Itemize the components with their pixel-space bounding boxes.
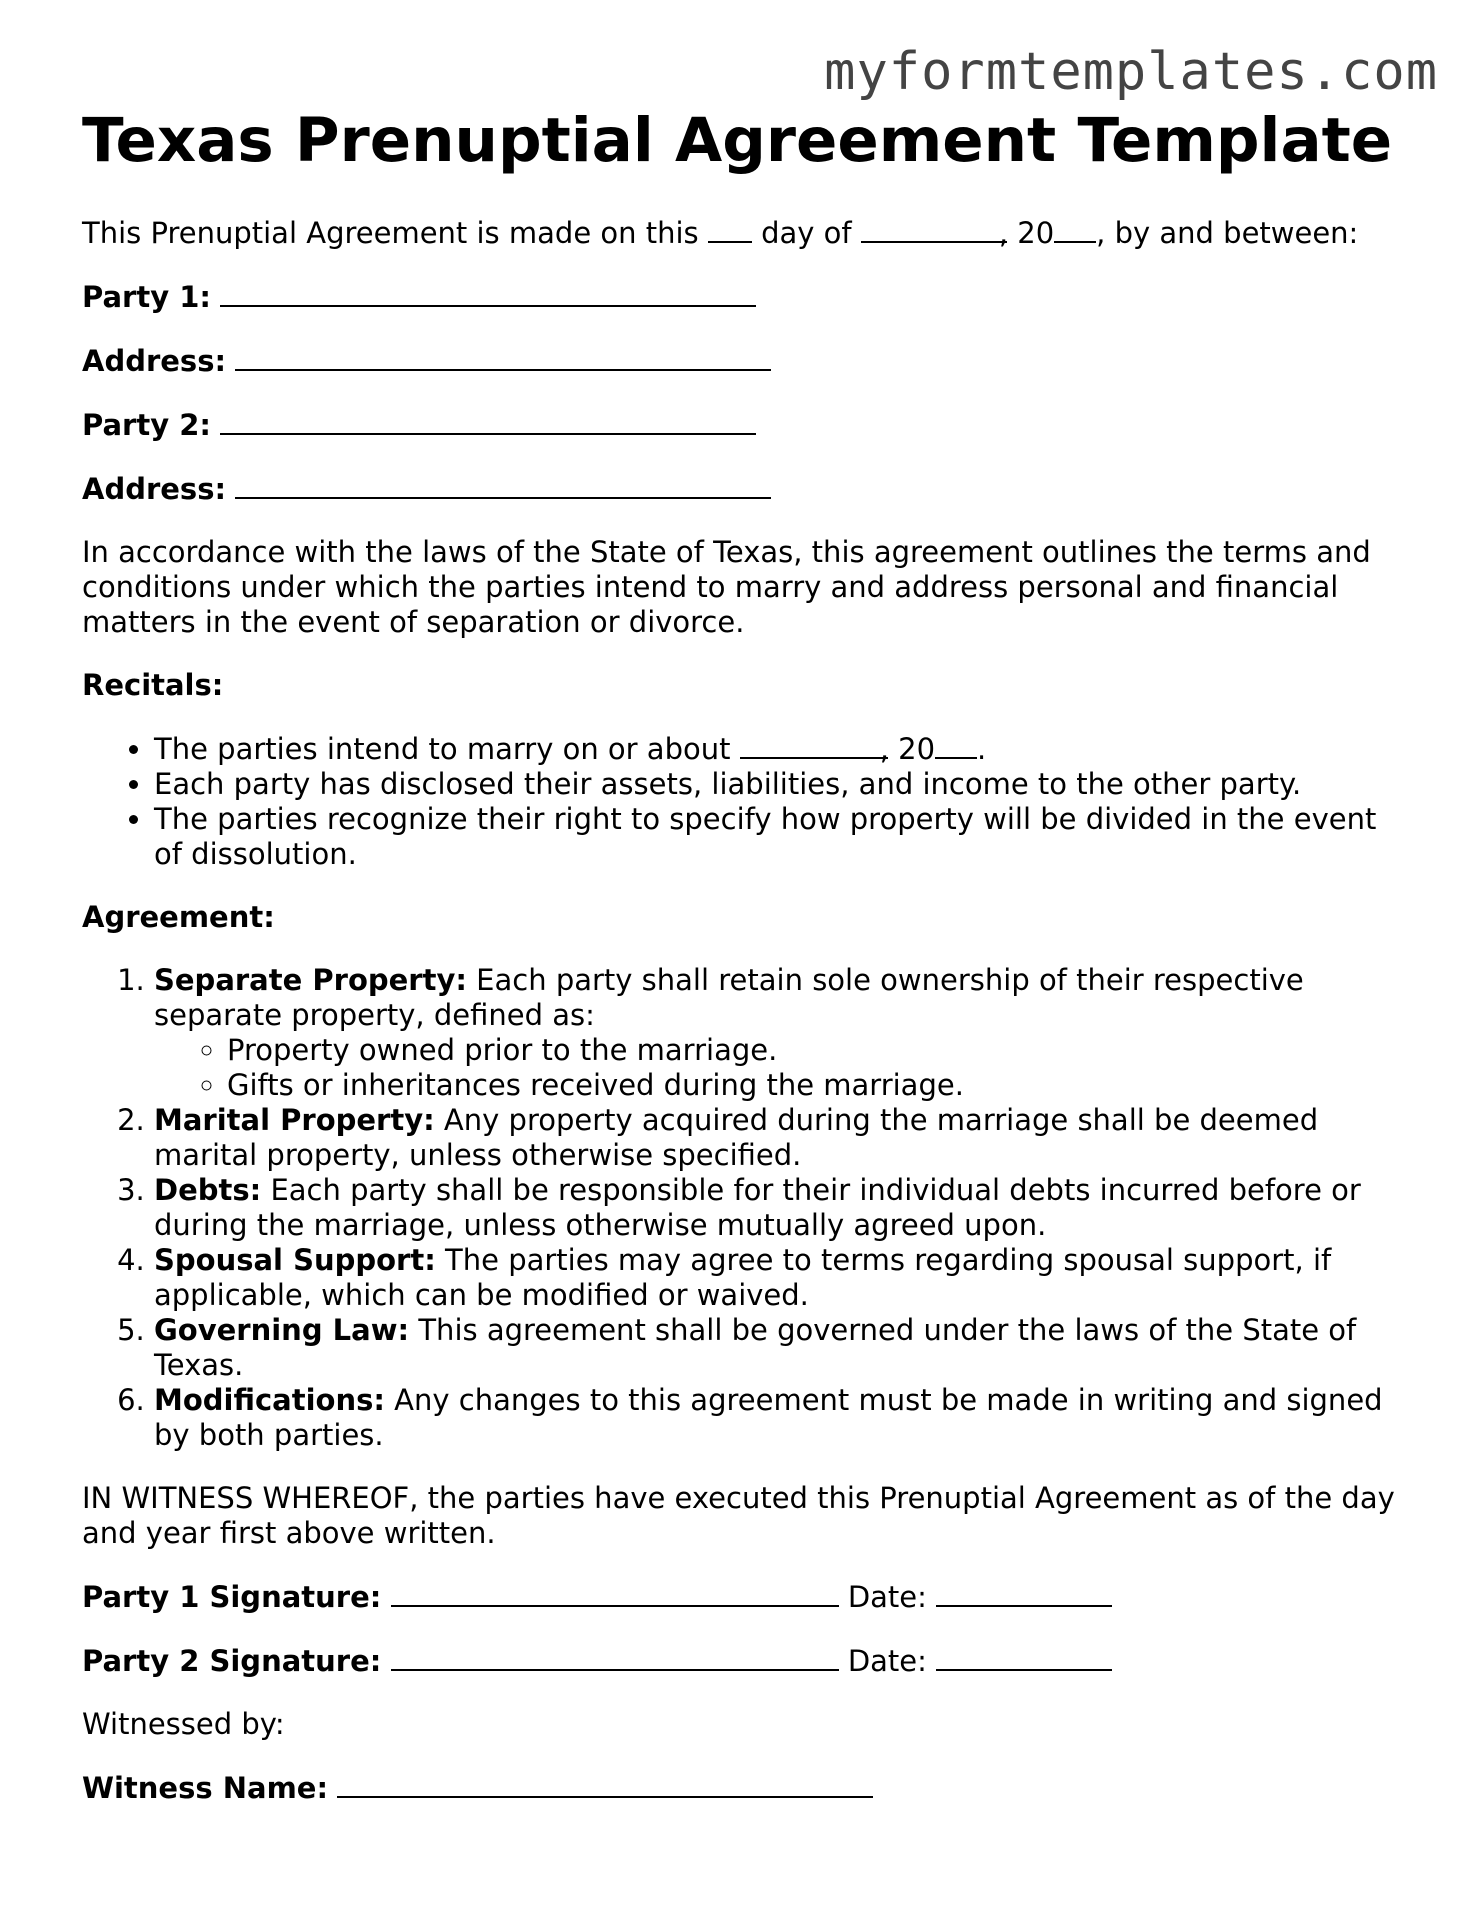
agreement-term: Separate Property:	[154, 963, 467, 997]
party2-date-field[interactable]	[936, 1643, 1112, 1671]
agreement-list	[82, 963, 1412, 1453]
month-field[interactable]	[861, 215, 1007, 243]
agreement-item	[154, 1383, 1412, 1453]
party1-label: Party 1:	[82, 280, 211, 314]
agreement-item	[154, 1313, 1412, 1383]
page-title: Texas Prenuptial Agreement Template	[82, 105, 1393, 176]
party2-address-label: Address:	[82, 472, 227, 506]
witness-name-row	[82, 1770, 1412, 1806]
preamble-paragraph: In accordance with the laws of the State of Texas, this agreement outlines the terms and conditions under which the parties intend to marry and address personal and financial matters in the event of separation or divorce.	[82, 535, 1371, 639]
witness-name-label: Witness Name:	[82, 1771, 329, 1805]
agreement-term: Marital Property:	[154, 1103, 435, 1137]
witnessed-by-text: Witnessed by:	[82, 1707, 285, 1741]
party1-field-row	[82, 279, 1412, 315]
agreement-text: This agreement shall be governed under the laws of the State of Texas.	[154, 1313, 1357, 1382]
party1-address-field[interactable]	[235, 343, 771, 371]
agreement-item	[154, 1103, 1412, 1173]
agreement-term: Modifications:	[154, 1383, 385, 1417]
party2-field-row	[82, 407, 1412, 443]
party2-signature-label: Party 2 Signature:	[82, 1644, 382, 1678]
sub-item: ◦ Property owned prior to the marriage.	[227, 1033, 1412, 1068]
recital-text: The parties intend to marry on or about	[154, 732, 731, 766]
party2-address-field[interactable]	[235, 471, 771, 499]
party1-signature-field[interactable]	[391, 1579, 839, 1607]
intro-line	[82, 215, 1412, 251]
agreement-item	[154, 1243, 1412, 1313]
agreement-item	[154, 963, 1412, 1103]
watermark: myformtemplates.com	[824, 42, 1438, 102]
agreement-term: Spousal Support:	[154, 1243, 436, 1277]
recital-text: , 20	[879, 732, 936, 766]
recital-item	[154, 731, 1412, 767]
recital-item: • The parties recognize their right to specify how property will be divided in the event of dissolution.	[154, 802, 1412, 872]
intro-text-4: , by and between:	[1096, 216, 1359, 250]
agreement-text: Any property acquired during the marriage shall be deemed marital property, unless otherwise specified.	[154, 1103, 1319, 1172]
party2-signature-row	[82, 1643, 1412, 1679]
agreement-text: Any changes to this agreement must be made in writing and signed by both parties.	[154, 1383, 1383, 1452]
party1-address-row	[82, 343, 1412, 379]
agreement-term: Governing Law:	[154, 1313, 410, 1347]
party1-date-field[interactable]	[936, 1579, 1112, 1607]
agreement-item	[154, 1173, 1412, 1243]
witness-name-field[interactable]	[337, 1770, 873, 1798]
marriage-year-field[interactable]	[935, 731, 977, 759]
recitals-list	[82, 731, 1412, 872]
document-page	[82, 106, 1412, 1806]
party1-name-field[interactable]	[220, 279, 756, 307]
date-label: Date:	[847, 1644, 927, 1678]
agreement-term: Debts:	[154, 1173, 262, 1207]
sub-item: ◦ Gifts or inheritances received during the marriage.	[227, 1068, 1412, 1103]
day-field[interactable]	[708, 215, 752, 243]
intro-text-3: , 20	[998, 216, 1055, 250]
party2-signature-field[interactable]	[391, 1643, 839, 1671]
recitals-heading: Recitals:	[82, 668, 224, 702]
party2-label: Party 2:	[82, 408, 211, 442]
agreement-text: Each party shall retain sole ownership of their respective separate property, defined as:	[154, 963, 1304, 1032]
recital-item: • Each party has disclosed their assets, liabilities, and income to the other party.	[154, 767, 1412, 802]
year-field[interactable]	[1054, 215, 1096, 243]
witness-clause: IN WITNESS WHEREOF, the parties have executed this Prenuptial Agreement as of the day and year first above written.	[82, 1481, 1395, 1550]
marriage-month-field[interactable]	[740, 731, 888, 759]
party1-signature-row	[82, 1579, 1412, 1615]
agreement-text: The parties may agree to terms regarding spousal support, if applicable, which can be modified or waived.	[154, 1243, 1332, 1312]
date-label: Date:	[847, 1580, 927, 1614]
party2-name-field[interactable]	[220, 407, 756, 435]
party1-signature-label: Party 1 Signature:	[82, 1580, 382, 1614]
party1-address-label: Address:	[82, 344, 227, 378]
intro-text-2: day of	[761, 216, 852, 250]
party2-address-row	[82, 471, 1412, 507]
agreement-heading: Agreement:	[82, 900, 275, 934]
agreement-text: Each party shall be responsible for their individual debts incurred before or during the marriage, unless otherwise mutually agreed upon.	[154, 1173, 1361, 1242]
recital-text: .	[977, 732, 987, 766]
intro-text-1: This Prenuptial Agreement is made on this	[82, 216, 699, 250]
separate-property-list	[154, 1033, 1412, 1103]
